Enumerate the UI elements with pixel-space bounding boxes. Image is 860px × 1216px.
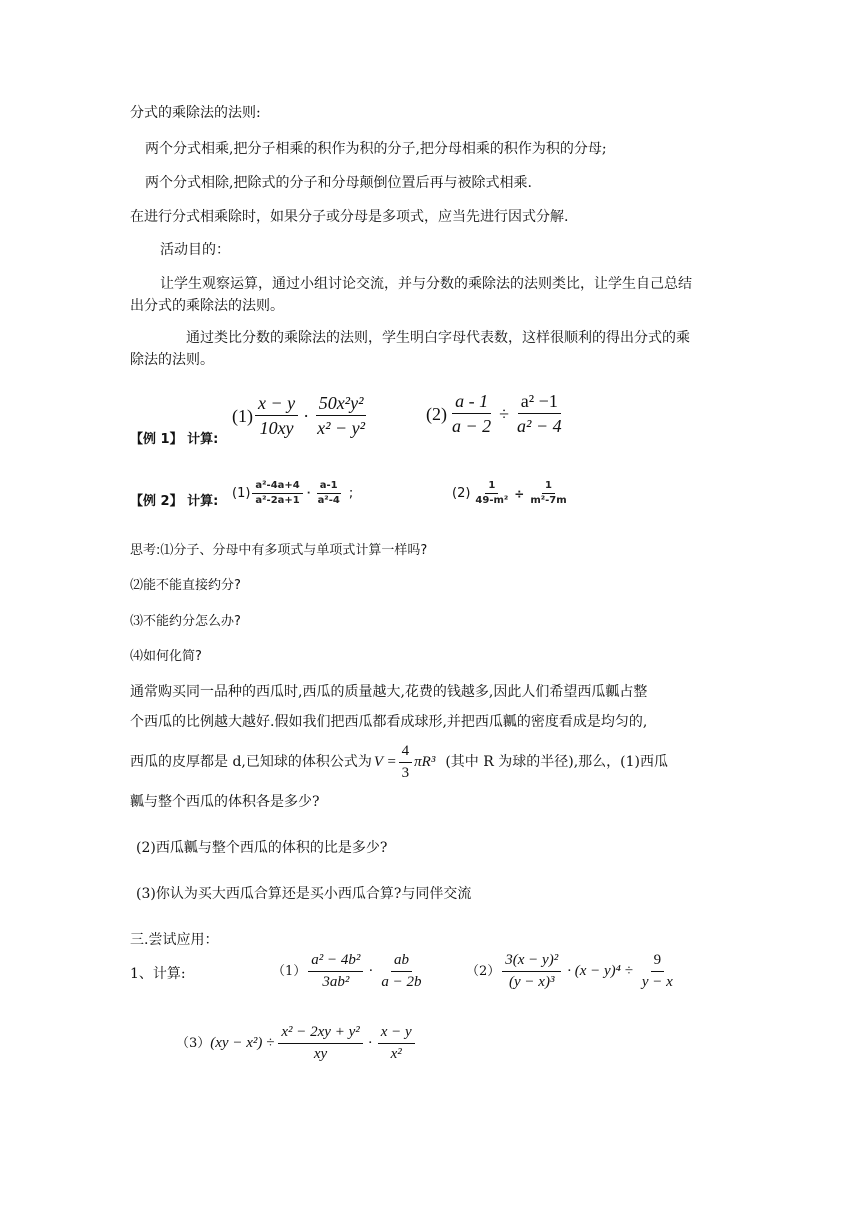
fraction — [378, 1023, 415, 1064]
formula-rhs: πR³ — [414, 753, 436, 770]
numerator: a - 1 — [452, 390, 491, 414]
problem-index: (2) — [452, 485, 471, 501]
numerator: 1 — [485, 480, 498, 494]
denominator: 3ab² — [322, 974, 350, 990]
watermelon-line-3 — [130, 740, 668, 784]
denominator: a − 2b — [381, 974, 422, 990]
middle-expression: · (x − y)⁴ ÷ — [567, 963, 633, 979]
denominator: a² − 4 — [517, 416, 562, 436]
activity-title: 活动目的： — [160, 242, 230, 258]
problem-index: (1) — [232, 405, 253, 426]
example-1-label: 【例 1】 计算: — [130, 432, 219, 447]
watermelon-line-3-tail: (其中 R 为球的半径),那么，(1)西瓜 — [445, 754, 668, 770]
fraction — [449, 390, 494, 437]
example-2-problem-1 — [232, 480, 353, 507]
fraction — [639, 951, 676, 992]
rule-multiply: 两个分式相乘,把分子相乘的积作为积的分子,把分母相乘的积作为积的分母; — [145, 141, 607, 157]
activity-paragraph-2a: 通过类比分数的乘除法的法则，学生明白字母代表数，这样很顺利的得出分式的乘 — [186, 330, 690, 346]
rule-title: 分式的乘除法的法则: — [130, 105, 261, 121]
apply-problem-3 — [176, 1023, 417, 1064]
numerator: 50x²y² — [316, 392, 367, 416]
fraction — [278, 1023, 362, 1064]
denominator: a²-2a+1 — [255, 495, 300, 506]
example-2-problem-2 — [452, 480, 572, 507]
problem-index: （2） — [466, 964, 501, 979]
example-2-label: 【例 2】 计算: — [130, 494, 219, 509]
leading-expression: (xy − x²) ÷ — [210, 1035, 275, 1051]
denominator: (y − x)³ — [509, 974, 555, 990]
fraction — [502, 951, 561, 992]
fraction — [315, 480, 343, 507]
numerator: a² −1 — [518, 390, 561, 414]
multiply-operator: · — [303, 405, 310, 426]
fraction — [514, 390, 565, 437]
fraction — [252, 480, 302, 507]
denominator: y − x — [641, 974, 673, 990]
denominator: x² — [390, 1046, 402, 1062]
denominator: 10xy — [259, 418, 294, 438]
think-question-1: 思考:⑴分子、分母中有多项式与单项式计算一样吗? — [130, 543, 428, 558]
problem-index: (1) — [232, 485, 251, 501]
think-question-4: ⑷如何化简? — [130, 649, 202, 664]
divide-operator: ÷ — [499, 403, 510, 424]
apply-problem-1 — [272, 951, 427, 992]
fraction — [527, 480, 569, 507]
apply-title: 三.尝试应用： — [130, 932, 219, 948]
denominator: 49-m² — [475, 495, 509, 506]
watermelon-line-3-lead: 西瓜的皮厚都是 d,已知球的体积公式为 — [130, 754, 372, 770]
denominator: a − 2 — [452, 416, 492, 436]
multiply-operator: · — [306, 487, 311, 499]
fraction — [378, 951, 424, 992]
numerator: ab — [391, 951, 412, 972]
numerator: a² − 4b² — [308, 951, 363, 972]
multiply-operator: · — [368, 963, 374, 979]
numerator: 9 — [651, 951, 665, 972]
denominator: x² − y² — [317, 418, 366, 438]
factor-note: 在进行分式相乘除时，如果分子或分母是多项式，应当先进行因式分解. — [130, 209, 569, 225]
multiply-operator: · — [367, 1035, 373, 1051]
numerator: 1 — [542, 480, 555, 494]
problem-index: （1） — [272, 964, 307, 979]
numerator: x − y — [255, 392, 298, 416]
activity-paragraph-1b: 出分式的乘除法的法则。 — [130, 298, 284, 314]
numerator: 3(x − y)² — [502, 951, 561, 972]
fraction — [314, 392, 368, 439]
denominator: xy — [313, 1046, 328, 1062]
fraction — [255, 392, 298, 439]
semicolon: ; — [348, 485, 354, 501]
activity-paragraph-1a: 让学生观察运算，通过小组讨论交流，并与分数的乘除法的法则类比，让学生自己总结 — [160, 276, 692, 292]
numerator: 4 — [399, 742, 413, 763]
watermelon-question-3: (3)你认为买大西瓜合算还是买小西瓜合算?与同伴交流 — [136, 886, 472, 902]
example-1-problem-2 — [426, 390, 567, 437]
numerator: a²-4a+4 — [252, 480, 302, 494]
fraction — [308, 951, 363, 992]
rule-divide: 两个分式相除,把除式的分子和分母颠倒位置后再与被除式相乘. — [145, 175, 532, 191]
denominator: 3 — [401, 764, 410, 781]
apply-problem-2 — [466, 951, 678, 992]
example-1-problem-1 — [232, 392, 370, 439]
denominator: a²-4 — [317, 495, 340, 506]
problem-index: （3） — [176, 1036, 211, 1051]
numerator: x² − 2xy + y² — [278, 1023, 362, 1044]
denominator: m²-7m — [530, 495, 567, 506]
numerator: x − y — [378, 1023, 415, 1044]
activity-paragraph-2b: 除法的法则。 — [130, 352, 214, 368]
problem-index: (2) — [426, 403, 447, 424]
watermelon-line-2: 个西瓜的比例越大越好.假如我们把西瓜都看成球形,并把西瓜瓤的密度看成是均匀的, — [130, 714, 648, 730]
divide-operator: ÷ — [514, 486, 525, 501]
fraction — [399, 742, 413, 783]
fraction — [472, 480, 511, 507]
numerator: a-1 — [317, 480, 341, 494]
think-question-3: ⑶不能约分怎么办? — [130, 614, 241, 629]
watermelon-question-2: (2)西瓜瓤与整个西瓜的体积的比是多少? — [136, 840, 388, 856]
watermelon-line-1: 通常购买同一品种的西瓜时,西瓜的质量越大,花费的钱越多,因此人们希望西瓜瓤占整 — [130, 684, 648, 700]
think-question-2: ⑵能不能直接约分? — [130, 578, 241, 593]
watermelon-line-4: 瓤与整个西瓜的体积各是多少? — [130, 794, 320, 810]
formula-lhs: V = — [373, 753, 397, 770]
apply-item-label: 1、计算: — [130, 966, 186, 982]
